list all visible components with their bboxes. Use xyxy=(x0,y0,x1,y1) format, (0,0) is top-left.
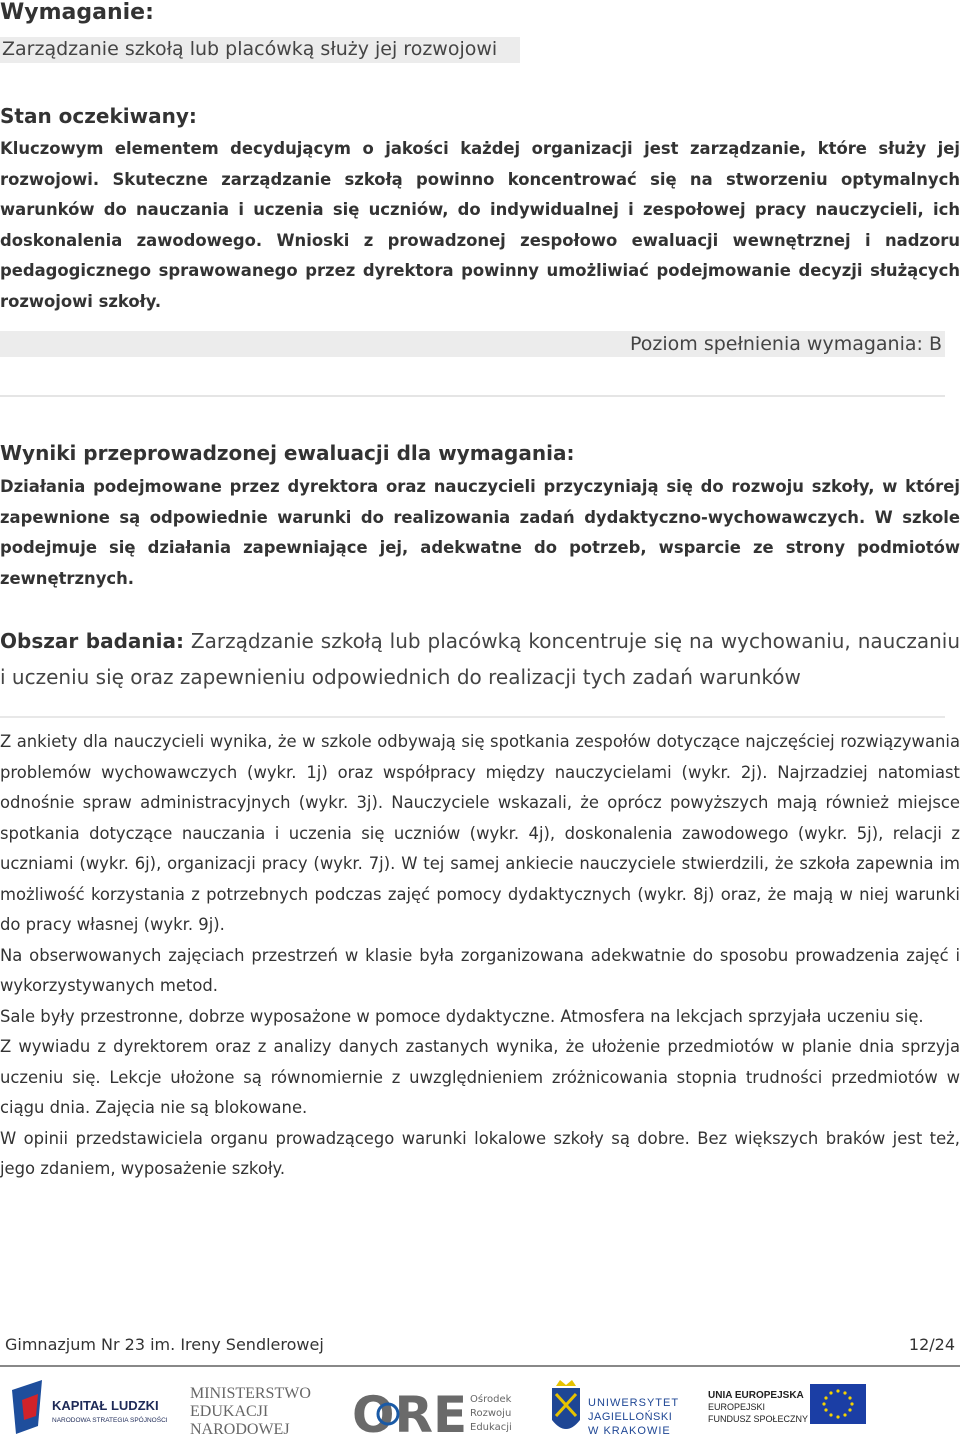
main-heading: Wymaganie: xyxy=(0,0,154,25)
kapital-ludzki-logo xyxy=(8,1376,180,1446)
ore-line1: Ośrodek xyxy=(470,1394,512,1405)
divider xyxy=(0,395,945,397)
paragraph: Sale były przestronne, dobrze wyposażone w pomoce dydaktyczne. Atmosfera na lekcjach sprzyjała uczeniu się. xyxy=(0,1006,924,1026)
expected-text: Kluczowym elementem decydującym o jakości każdej organizacji jest zarządzanie, które służy jej rozwojowi. Skuteczne zarządzanie szkołą powinno koncentrować się na stworzeniu optymalnych warunków do nauczania i uczenia się uczniów, do indywidualnej i zespołowej pracy nauczycieli, ich doskonalenia zawodowego. Wnioski z prowadzonej zespołowo ewaluacji wewnętrznej i nadzoru pedagogicznego sprawowanego przez dyrektora powinny umożliwiać podejmowanie decyzji służących rozwojowi szkoły. xyxy=(0,139,960,311)
expected-heading: Stan oczekiwany: xyxy=(0,104,197,128)
results-text: Działania podejmowane przez dyrektora oraz nauczycieli przyczyniają się do rozwoju szkoły, w której zapewnione są odpowiednie warunki do realizowania zadań dydaktyczno-wychowawczych. W szkole podejmuje się działania zapewniające jej, adekwatne do potrzeb, wsparcie ze strony podmiotów zewnętrznych. xyxy=(0,477,960,588)
area-label: Obszar badania: xyxy=(0,629,184,653)
body-text xyxy=(0,727,960,1185)
ue-line1: UNIA EUROPEJSKA xyxy=(708,1390,804,1401)
men-line2: EDUKACJI xyxy=(190,1403,269,1420)
ue-line3: FUNDUSZ SPOŁECZNY xyxy=(708,1414,809,1424)
men-logo xyxy=(188,1376,318,1446)
men-line3: NARODOWEJ xyxy=(190,1421,290,1438)
uj-line2: JAGIELLOŃSKI xyxy=(588,1411,673,1423)
paragraph: Na obserwowanych zajęciach przestrzeń w klasie była zorganizowana adekwatnie do sposobu prowadzenia zajęć i wykorzystywanych metod. xyxy=(0,945,960,995)
kl-subtitle: NARODOWA STRATEGIA SPÓJNOŚCI xyxy=(52,1417,168,1424)
footer-school: Gimnazjum Nr 23 im. Ireny Sendlerowej xyxy=(5,1335,324,1354)
ue-line2: EUROPEJSKI xyxy=(708,1402,766,1412)
uj-line3: W KRAKOWIE xyxy=(588,1425,671,1437)
results-heading: Wyniki przeprowadzonej ewaluacji dla wymagania: xyxy=(0,441,575,465)
area-paragraph xyxy=(0,623,960,695)
uj-line1: UNIWERSYTET xyxy=(588,1397,680,1409)
ore-mark: ORE xyxy=(352,1386,468,1444)
requirement-text: Zarządzanie szkołą lub placówką służy jej rozwojowi xyxy=(2,38,498,60)
divider xyxy=(0,716,945,718)
kl-title: KAPITAŁ LUDZKI xyxy=(52,1398,159,1413)
area-text: Zarządzanie szkołą lub placówką koncentruje się na wychowaniu, nauczaniu i uczeniu się oraz zapewnieniu odpowiednich do realizacji tych zadań warunków xyxy=(0,629,960,689)
ore-line3: Edukacji xyxy=(470,1422,512,1433)
ore-logo xyxy=(350,1376,530,1446)
ore-line2: Rozwoju xyxy=(470,1408,512,1419)
men-line1: MINISTERSTWO xyxy=(190,1385,311,1402)
footer-divider xyxy=(0,1365,960,1367)
paragraph: Z wywiadu z dyrektorem oraz z analizy danych zastanych wynika, że ułożenie przedmiotów w planie dnia sprzyja uczeniu się. Lekcje ułożone są równomiernie z uwzględnieniem zróżnicowania stopnia trudności przedmiotów w ciągu dnia. Zajęcia nie są blokowane. xyxy=(0,1037,960,1117)
eu-efs-logo xyxy=(706,1376,876,1446)
uj-logo xyxy=(546,1376,686,1446)
uj-crown-icon xyxy=(556,1380,576,1386)
paragraph: W opinii przedstawiciela organu prowadzącego warunki lokalowe szkoły są dobre. Bez większych braków jest też, jego zdaniem, wyposażenie szkoły. xyxy=(0,1128,960,1178)
page-number: 12/24 xyxy=(908,1335,955,1354)
paragraph: Z ankiety dla nauczycieli wynika, że w szkole odbywają się spotkania zespołów dotyczące najczęściej rozwiązywania problemów wychowawczych (wykr. 1j) oraz współpracy między nauczycielami (wykr. 2j). Najrzadziej natomiast odnośnie spraw administracyjnych (wykr. 3j). Nauczyciele wskazali, że oprócz powyższych mają również miejsce spotkania dotyczące nauczania i uczenia się uczniów (wykr. 4j), doskonalenia zawodowego (wykr. 5j), relacji z uczniami (wykr. 6j), organizacji pracy (wykr. 7j). W tej samej ankiecie nauczyciele stwierdzili, że szkoła zapewnia im możliwość korzystania z potrzebnych podczas zajęć pomocy dydaktycznych (wykr. 8j) oraz, że mają w niej warunki do pracy własnej (wykr. 9j). xyxy=(0,732,960,934)
level-text: Poziom spełnienia wymagania: B xyxy=(630,333,942,355)
